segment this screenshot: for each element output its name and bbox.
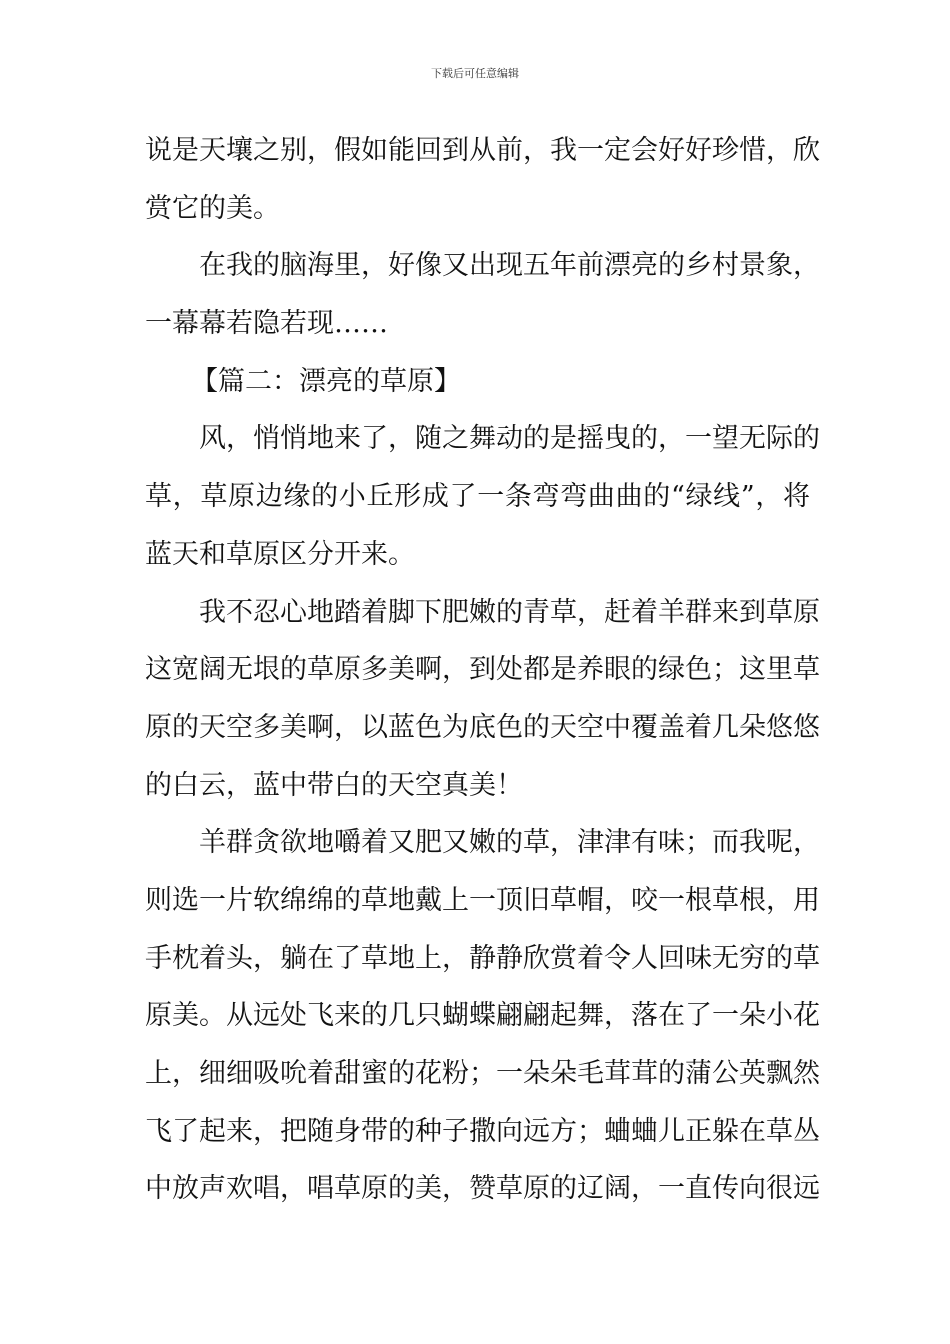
- section-heading: 【篇二：漂亮的草原】: [191, 365, 461, 397]
- text-line: 手枕着头，躺在了草地上，静静欣赏着令人回味无穷的草: [145, 942, 820, 974]
- text-line: 原美。从远处飞来的几只蝴蝶翩翩起舞，落在了一朵小花: [145, 1000, 820, 1032]
- text-line: 飞了起来，把随身带的种子撒向远方；蛐蛐儿正躲在草丛: [145, 1115, 820, 1147]
- text-line: 的白云，蓝中带白的天空真美！: [145, 769, 523, 801]
- text-line: 风，悄悄地来了，随之舞动的是摇曳的，一望无际的: [199, 423, 820, 455]
- text-line: 一幕幕若隐若现……: [145, 308, 388, 340]
- text-line: 羊群贪欲地嚼着又肥又嫩的草，津津有味；而我呢，: [199, 827, 820, 859]
- text-line: 原的天空多美啊，以蓝色为底色的天空中覆盖着几朵悠悠: [145, 711, 820, 743]
- text-line: 在我的脑海里，好像又出现五年前漂亮的乡村景象，: [199, 250, 820, 282]
- text-line: 说是天壤之别，假如能回到从前，我一定会好好珍惜，欣: [145, 135, 820, 166]
- text-line: 上，细细吸吮着甜蜜的花粉；一朵朵毛茸茸的蒲公英飘然: [145, 1058, 820, 1089]
- text-line: 蓝天和草原区分开来。: [145, 538, 415, 570]
- text-line: 这宽阔无垠的草原多美啊，到处都是养眼的绿色；这里草: [145, 654, 820, 686]
- text-line: 草，草原边缘的小丘形成了一条弯弯曲曲的“绿线”，将: [145, 481, 810, 513]
- text-line: 赏它的美。: [145, 192, 280, 224]
- text-line: 中放声欢唱，唱草原的美，赞草原的辽阔，一直传向很远: [145, 1173, 820, 1205]
- text-line: 则选一片软绵绵的草地戴上一顶旧草帽，咬一根草根，用: [145, 884, 820, 916]
- text-line: 我不忍心地踏着脚下肥嫩的青草，赶着羊群来到草原: [199, 596, 820, 628]
- page-header: 下载后可任意编辑: [431, 67, 519, 80]
- document-body: [145, 122, 820, 1218]
